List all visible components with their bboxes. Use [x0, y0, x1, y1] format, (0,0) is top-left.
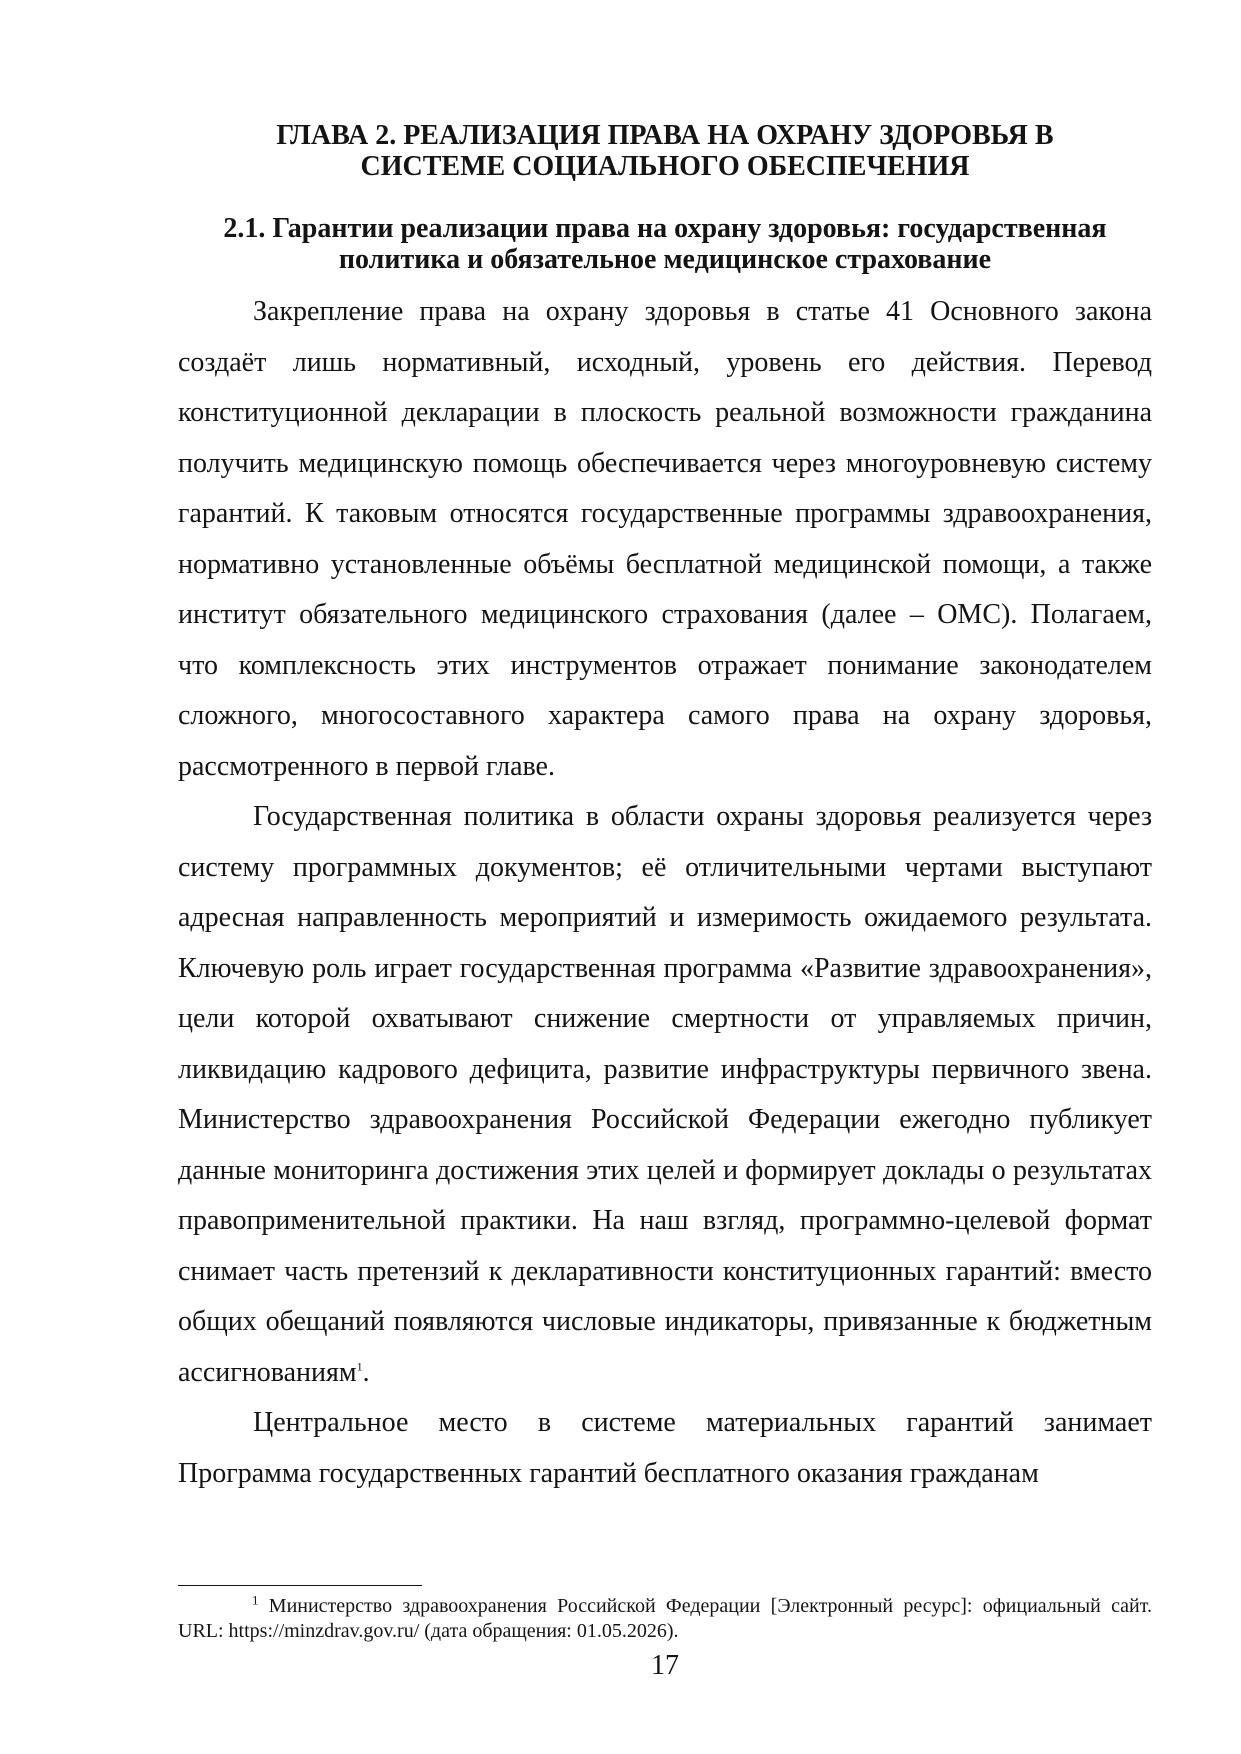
paragraph	[178, 792, 1152, 1398]
section-title	[178, 213, 1152, 275]
body-text	[178, 287, 1152, 1499]
paragraph	[178, 1398, 1152, 1499]
document-page	[178, 0, 1152, 1754]
chapter-title-line-2: СИСТЕМЕ СОЦИАЛЬНОГО ОБЕСПЕЧЕНИЯ	[360, 151, 970, 182]
footnote-marker: 1	[252, 1592, 259, 1608]
footnote	[178, 1594, 1152, 1644]
paragraph-2-tail: .	[362, 1356, 370, 1388]
footnote-text: Министерство здравоохранения Российской Федерации [Электронный ресурс]: официальный сайт. URL: https://minzdrav.gov.ru/ (дата обращения: 01.05.2026).	[178, 1595, 1152, 1642]
paragraph	[178, 287, 1152, 792]
section-title-line-2: политика и обязательное медицинское страхование	[338, 244, 992, 275]
paragraph-1-text: Закрепление права на охрану здоровья в статье 41 Основного закона создаёт лишь нормативный, исходный, уровень его действия. Перевод конституционной декларации в плоскость реальной возможности гражданина получить медицинскую помощь обеспечивается через многоуровневую систему гарантий. К таковым относятся государственные программы здравоохранения, нормативно установленные объёмы бесплатной медицинской помощи, а также институт обязательного медицинского страхования (далее – ОМС). Полагаем, что комплексность этих инструментов отражает понимание законодателем сложного, многосоставного характера самого права на охрану здоровья, рассмотренного в первой главе.	[178, 296, 1152, 782]
paragraph-2-text: Государственная политика в области охраны здоровья реализуется через систему программных документов; её отличительными чертами выступают адресная направленность мероприятий и измеримость ожидаемого результата. Ключевую роль играет государственная программа «Развитие здравоохранения», цели которой охватывают снижение смертности от управляемых причин, ликвидацию кадрового дефицита, развитие инфраструктуры первичного звена. Министерство здравоохранения Российской Федерации ежегодно публикует данные мониторинга достижения этих целей и формирует доклады о результатах правоприменительной практики. На наш взгляд, программно-целевой формат снимает часть претензий к декларативности конституционных гарантий: вместо общих обещаний появляются числовые индикаторы, привязанные к бюджетным ассигнованиям	[178, 801, 1152, 1388]
footnote-separator	[178, 1585, 422, 1586]
chapter-title-line-1: ГЛАВА 2. РЕАЛИЗАЦИЯ ПРАВА НА ОХРАНУ ЗДОРОВЬЯ В	[276, 120, 1054, 151]
paragraph-3-text: Центральное место в системе материальных гарантий занимает Программа государственных гарантий бесплатного оказания гражданам	[178, 1407, 1152, 1489]
footnote-reference[interactable]: 1	[356, 1359, 363, 1374]
chapter-title	[178, 120, 1152, 182]
section-title-line-1: 2.1. Гарантии реализации права на охрану здоровья: государственная	[223, 213, 1107, 244]
page-number: 17	[651, 1650, 679, 1681]
